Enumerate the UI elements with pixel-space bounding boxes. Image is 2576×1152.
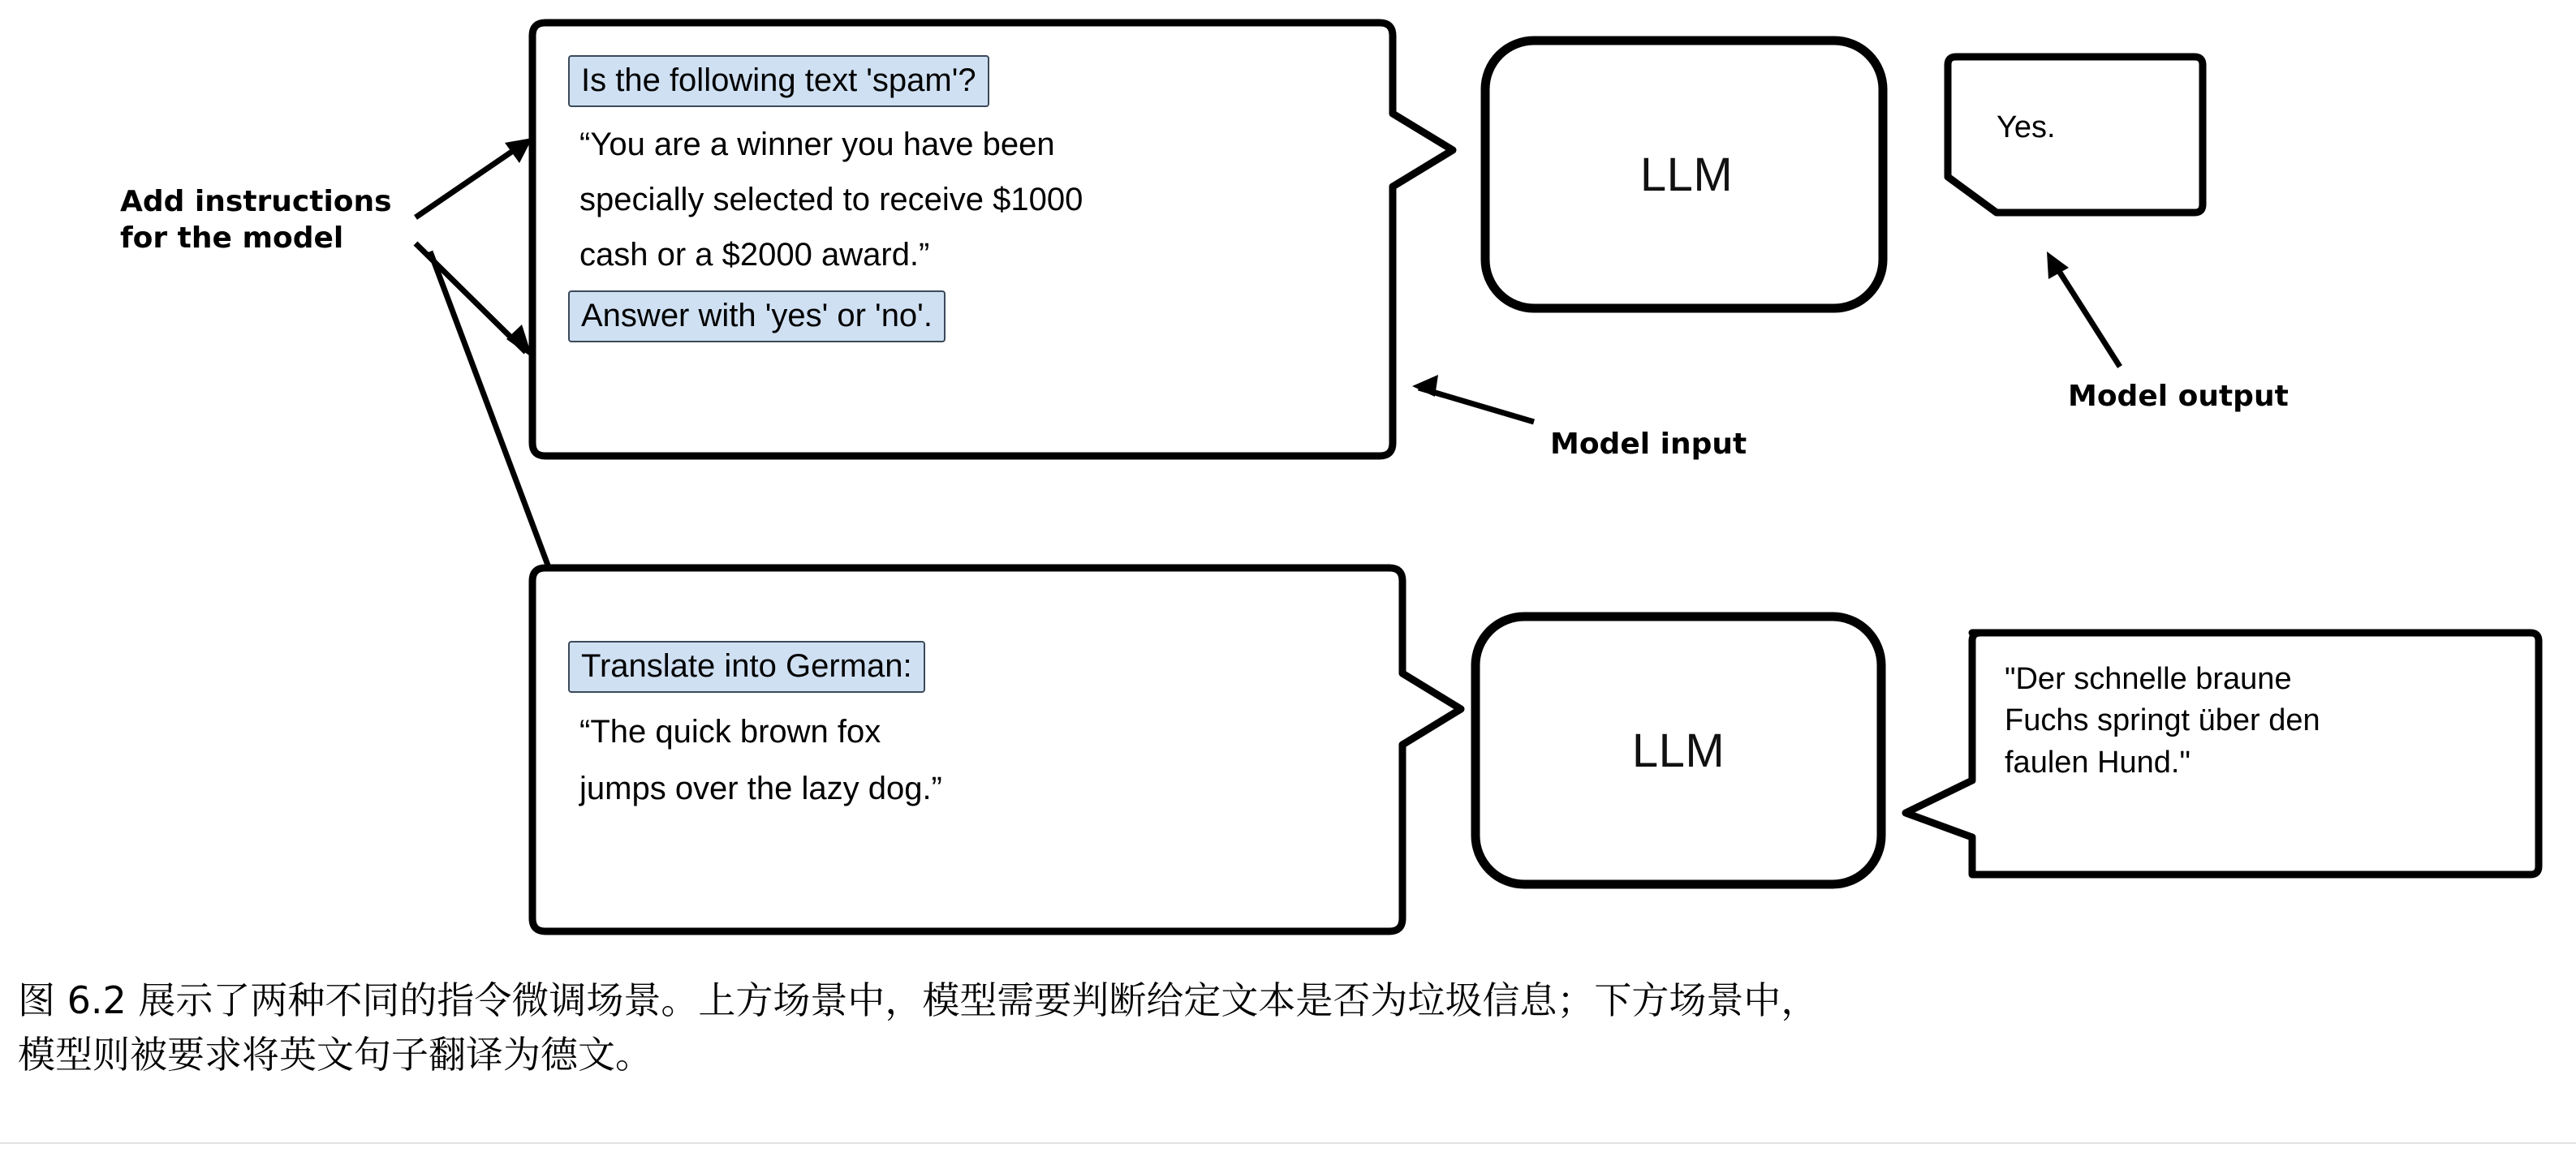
model-output-line: "Der schnelle braune bbox=[2005, 662, 2292, 696]
annotation-add-instructions-line1: Add instructions bbox=[120, 185, 392, 218]
model-output-line: Fuchs springt über den bbox=[2005, 703, 2320, 738]
llm-label-bottom: LLM bbox=[1631, 724, 1725, 777]
arrow-model-input bbox=[1412, 375, 1534, 422]
prompt-content-bottom bbox=[568, 641, 1363, 805]
llm-label-top: LLM bbox=[1639, 148, 1734, 201]
figure-caption bbox=[18, 974, 2566, 1081]
caption-line-2: 模型则被要求将英文句子翻译为德文。 bbox=[18, 1032, 653, 1077]
prompt-body-line: jumps over the lazy dog.” bbox=[579, 771, 942, 806]
prompt-body-line: “The quick brown fox bbox=[579, 714, 881, 750]
annotation-model-input: Model input bbox=[1550, 428, 1747, 461]
prompt-body-line: specially selected to receive $1000 bbox=[579, 182, 1083, 217]
annotation-add-instructions-line2: for the model bbox=[120, 221, 344, 255]
instruction-highlight-bottom: Answer with 'yes' or 'no'. bbox=[568, 290, 946, 342]
annotation-model-output: Model output bbox=[2068, 380, 2289, 413]
prompt-body-line: “You are a winner you have been bbox=[579, 127, 1055, 162]
instruction-highlight-top: Is the following text 'spam'? bbox=[568, 55, 989, 107]
bottom-divider bbox=[0, 1142, 2576, 1144]
caption-line-1: 图 6.2 展示了两种不同的指令微调场景。上方场景中，模型需要判断给定文本是否为垃圾信息；下方场景中， bbox=[18, 978, 1819, 1022]
arrow-instruction-top bbox=[416, 138, 532, 217]
arrow-model-output bbox=[2047, 251, 2120, 367]
prompt-body-line: cash or a $2000 award.” bbox=[579, 237, 930, 273]
model-output-text-bottom bbox=[2005, 659, 2508, 784]
instruction-highlight-translate: Translate into German: bbox=[568, 641, 925, 693]
prompt-content-top bbox=[568, 55, 1363, 342]
annotation-add-instructions bbox=[120, 183, 429, 256]
model-output-text-top: Yes. bbox=[1997, 110, 2056, 144]
model-output-line: faulen Hund." bbox=[2005, 745, 2190, 780]
